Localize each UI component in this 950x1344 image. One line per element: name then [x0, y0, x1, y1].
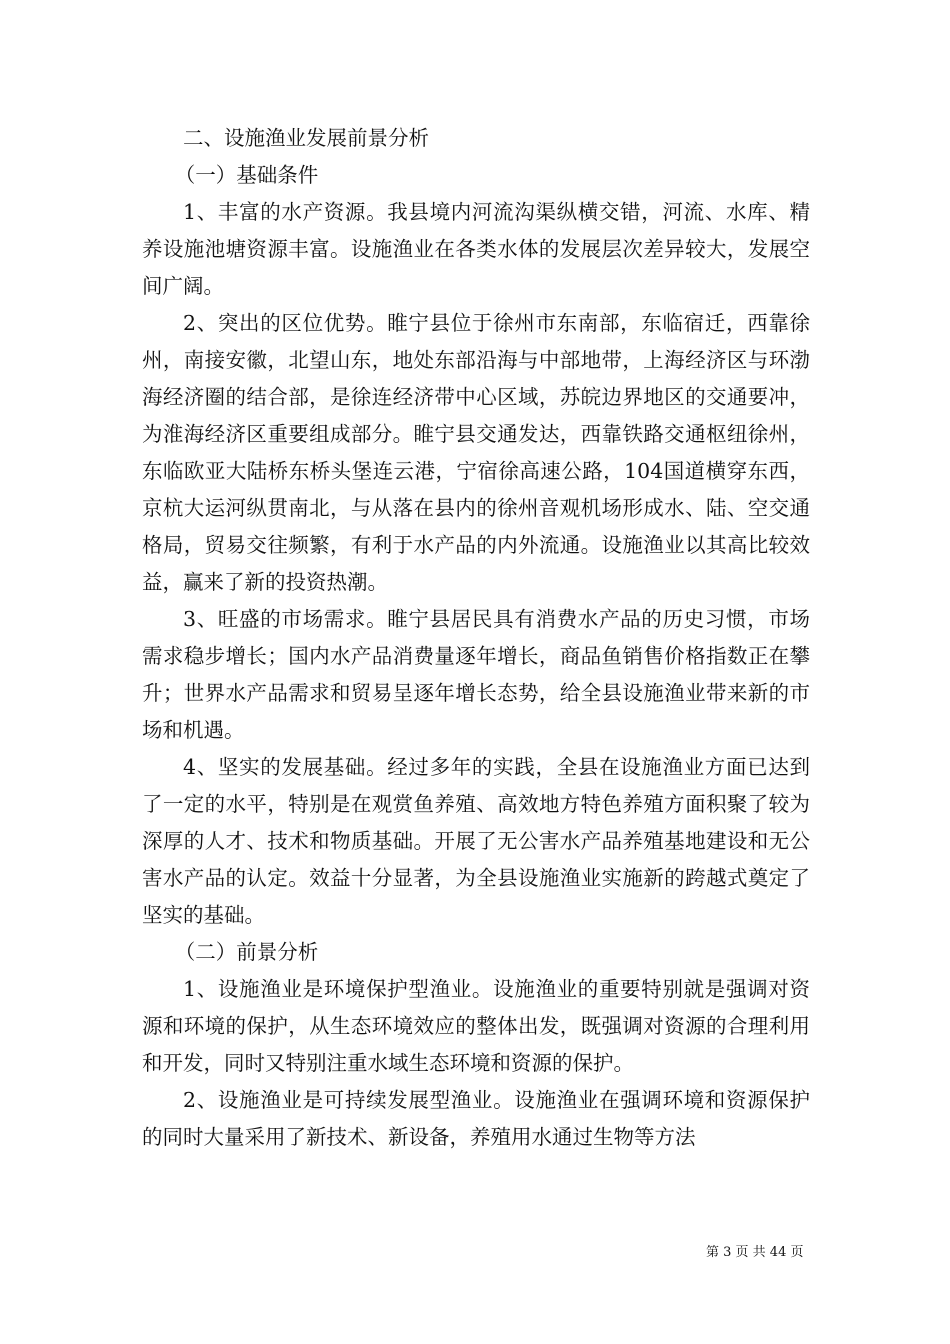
paragraph-market-demand: 3、旺盛的市场需求。睢宁县居民具有消费水产品的历史习惯，市场需求稳步增长；国内水产品消费量逐年增长，商品鱼销售价格指数正在攀升；世界水产品需求和贸易呈逐年增长态势，给全县设施渔业带来新的市场和机遇。 [142, 607, 810, 742]
paragraph-sustainable-development: 2、设施渔业是可持续发展型渔业。设施渔业在强调环境和资源保护的同时大量采用了新技术、新设备，养殖用水通过生物等方法 [142, 1088, 810, 1149]
subsection-title-basic-conditions: （一）基础条件 [174, 163, 319, 187]
paragraph-environmental-protection: 1、设施渔业是环境保护型渔业。设施渔业的重要特别就是强调对资源和环境的保护，从生态环境效应的整体出发，既强调对资源的合理利用和开发，同时又特别注重水域生态环境和资源的保护。 [142, 977, 810, 1075]
page-number-footer: 第 3 页 共 44 页 [706, 1245, 804, 1260]
paragraph-location-advantage: 2、突出的区位优势。睢宁县位于徐州市东南部，东临宿迁，西靠徐州，南接安徽，北望山东，地处东部沿海与中部地带，上海经济区与环渤海经济圈的结合部，是徐连经济带中心区域，苏皖边界地区的交通要冲，为淮海经济区重要组成部分。睢宁县交通发达，西靠铁路交通枢纽徐州，东临欧亚大陆桥东桥头堡连云港，宁宿徐高速公路，104国道横穿东西，京杭大运河纵贯南北，与从落在县内的徐州音观机场形成水、陆、空交通格局，贸易交往频繁，有利于水产品的内外流通。设施渔业以其高比较效益，赢来了新的投资热潮。 [142, 311, 810, 594]
subsection-title-prospect-analysis: （二）前景分析 [174, 940, 319, 964]
paragraph-development-foundation: 4、坚实的发展基础。经过多年的实践，全县在设施渔业方面已达到了一定的水平，特别是在观赏鱼养殖、高效地方特色养殖方面积聚了较为深厚的人才、技术和物质基础。开展了无公害水产品养殖基地建设和无公害水产品的认定。效益十分显著，为全县设施渔业实施新的跨越式奠定了坚实的基础。 [142, 755, 810, 927]
paragraph-aquatic-resources: 1、丰富的水产资源。我县境内河流沟渠纵横交错，河流、水库、精养设施池塘资源丰富。设施渔业在各类水体的发展层次差异较大，发展空间广阔。 [142, 200, 810, 298]
section-title: 二、设施渔业发展前景分析 [183, 126, 429, 150]
document-body [142, 120, 810, 1156]
